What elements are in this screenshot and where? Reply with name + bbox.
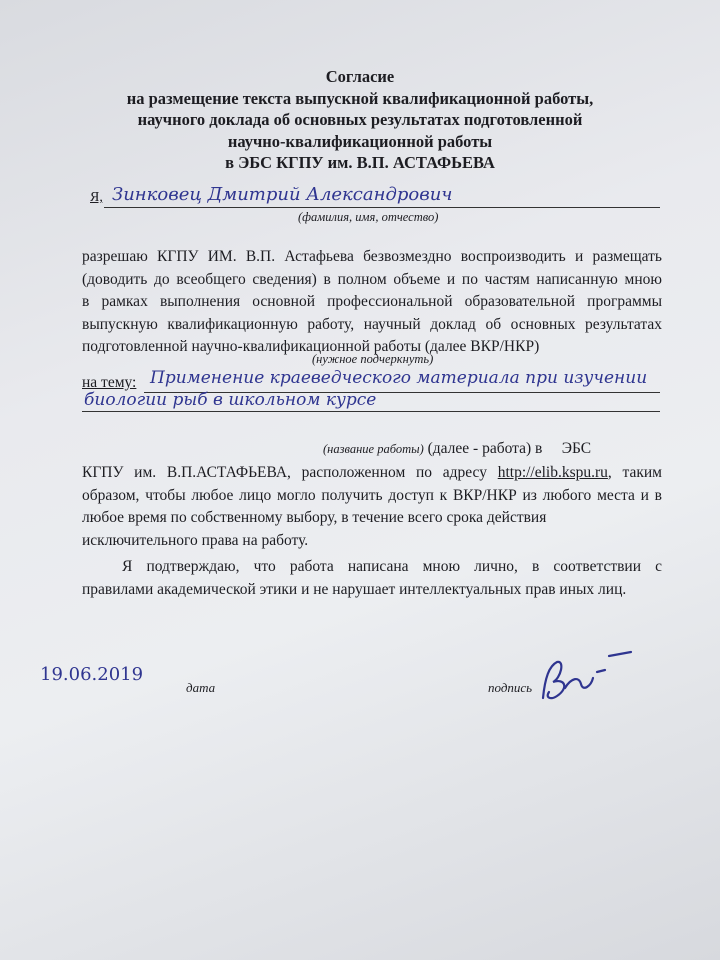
document-title [0,66,720,174]
text-line: Я подтверждаю, что работа написана мною лично, в соответствии с [122,558,662,575]
confirm-paragraph [82,556,662,601]
topic-label: на тему: [82,374,137,391]
text-line: (доводить до всеобщего сведения) в полном объеме и по частям написанную мною [82,270,662,288]
text: КГПУ им. В.П.АСТАФЬЕВА, расположенном по адресу [82,464,498,481]
title-line: на размещение текста выпускной квалификационной работы, [126,88,594,108]
text-line: выпускную квалификационную работу, научный доклад об основных результатах [82,315,662,333]
signature-image [535,648,635,708]
date-value: 19.06.2019 [40,664,144,685]
underline-hint: (нужное подчеркнуть) [312,352,434,366]
text-line: в рамках выполнения основной профессиональной образовательной программы [82,293,662,310]
elib-link[interactable]: http://elib.kspu.ru [497,464,608,481]
text-line: правилами академической этики и не нарушает интеллектуальных прав иных лиц. [82,580,627,598]
topic-value-line1: Применение краеведческого материала при изучении [150,368,648,388]
title-line: в ЭБС КГПУ им. В.П. АСТАФЬЕВА [225,153,495,172]
name-value: Зинковец Дмитрий Александрович [112,184,453,205]
text: (далее - работа) в ЭБС [423,440,592,457]
text-line: исключительного права на работу. [82,531,309,549]
date-label: дата [186,680,216,695]
name-hint: (фамилия, имя, отчество) [298,210,439,224]
work-hint: (название работы) [323,442,424,456]
name-label: Я, [90,190,103,205]
work-hint-line [323,440,591,458]
access-paragraph [82,462,662,552]
text-line [82,462,662,485]
topic-value-line2: биологии рыб в школьном курсе [84,390,377,410]
signature-label: подпись [488,680,533,695]
title-line: научно-квалификационной работы [227,131,493,151]
text: , таким [607,464,662,481]
text-line: образом, чтобы любое лицо могло получить доступ к ВКР/НКР из любого места и в [82,486,662,504]
title-line: научного доклада об основных результатах подготовленной [137,110,583,129]
text-line: разрешаю КГПУ ИМ. В.П. Астафьева безвозмездно воспроизводить и размещать [82,248,662,265]
title-line: Согласие [325,67,395,86]
permission-paragraph [82,246,662,359]
text-line: любое время по собственному выбору, в течение всего срока действия [82,509,547,526]
text-line: подготовленной научно-квалификационной работы (далее ВКР/НКР) [82,338,540,355]
